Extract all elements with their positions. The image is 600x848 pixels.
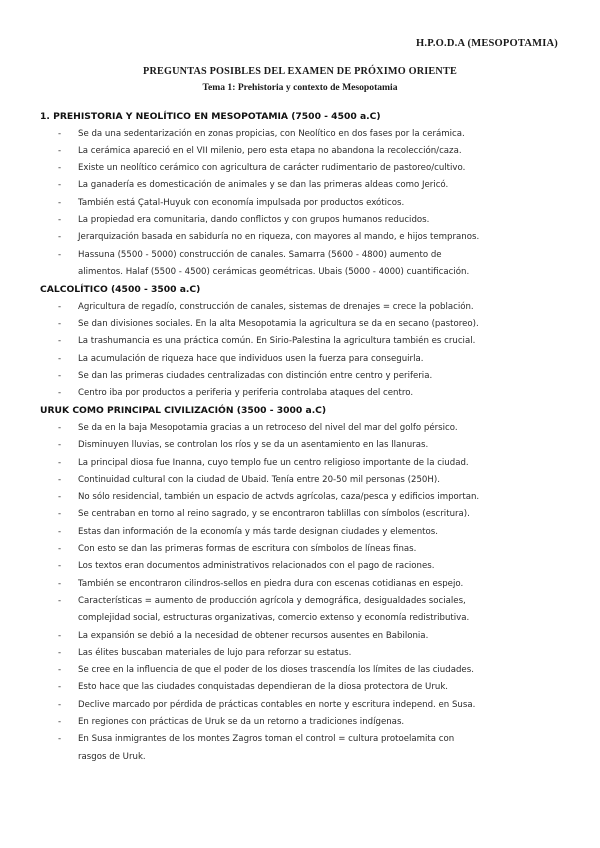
list-item: - En Susa inmigrantes de los montes Zagros toman el control = cultura protoelamita con rasgos de Uruk. — [40, 731, 560, 766]
list-item-text: La principal diosa fue Inanna, cuyo templo fue un centro religioso importante de la ciudad. — [78, 457, 469, 468]
list-item-text: La ganadería es domesticación de animales y se dan las primeras aldeas como Jericó. — [78, 180, 449, 191]
list-item-text: Se da en la baja Mesopotamia gracias a un retroceso del nivel del mar del golfo pérsico. — [78, 422, 458, 433]
list-item: - Las élites buscaban materiales de lujo para reforzar su estatus. — [40, 645, 560, 662]
list-item: - Se dan divisiones sociales. En la alta Mesopotamia la agricultura se da en secano (pastoreo). — [40, 316, 560, 333]
list-item-text: Con esto se dan las primeras formas de escritura con símbolos de líneas finas. — [78, 544, 417, 555]
section-heading: 1. PREHISTORIA Y NEOLÍTICO EN MESOPOTAMIA (7500 - 4500 a.C) — [40, 111, 381, 122]
document-title: PREGUNTAS POSIBLES DEL EXAMEN DE PRÓXIMO ORIENTE — [143, 66, 457, 77]
list-item: - Con esto se dan las primeras formas de escritura con símbolos de líneas finas. — [40, 541, 560, 558]
list-item: - Se centraban en torno al reino sagrado, y se encontraron tablillas con símbolos (escritura). — [40, 506, 560, 523]
list-item: - Continuidad cultural con la ciudad de Ubaid. Tenía entre 20-50 mil personas (250H). — [40, 472, 560, 489]
list-item-text: Existe un neolítico cerámico con agricultura de carácter rudimentario de pastoreo/cultivo. — [78, 163, 466, 174]
list-item-text: Jerarquización basada en sabiduría no en riqueza, con mayores al mando, e hijos tempranos. — [78, 232, 480, 243]
list-item-text: En Susa inmigrantes de los montes Zagros toman el control = cultura protoelamita con — [78, 734, 455, 745]
section-list — [40, 420, 560, 766]
list-item: - Esto hace que las ciudades conquistadas dependieran de la diosa protectora de Uruk. — [40, 679, 560, 696]
list-item-text: La acumulación de riqueza hace que individuos usen la fuerza para conseguirla. — [78, 353, 424, 364]
list-item-text: La cerámica apareció en el VII milenio, pero esta etapa no abandona la recolección/caza. — [78, 145, 462, 156]
list-item: - Hassuna (5500 - 5000) construcción de canales. Samarra (5600 - 4800) aumento de alimentos. Halaf (5500 - 4500) cerámicas geométricas. Ubais (5000 - 4000) cuantificación. — [40, 247, 560, 282]
list-item-text: Hassuna (5500 - 5000) construcción de canales. Samarra (5600 - 4800) aumento de — [78, 249, 442, 260]
list-item: - También se encontraron cilindros-sellos en piedra dura con escenas cotidianas en espejo. — [40, 576, 560, 593]
list-item-text: Se dan las primeras ciudades centralizadas con distinción entre centro y periferia. — [78, 370, 433, 381]
list-item-text: No sólo residencial, también un espacio de actvds agrícolas, caza/pesca y edificios importan. — [78, 492, 480, 503]
list-item-text: También está Çatal-Huyuk con economía impulsada por productos exóticos. — [78, 197, 405, 208]
document-header: H.P.O.D.A (MESOPOTAMIA) — [416, 38, 558, 49]
list-item: - En regiones con prácticas de Uruk se da un retorno a tradiciones indígenas. — [40, 714, 560, 731]
list-item-text: Estas dan información de la economía y más tarde designan ciudades y elementos. — [78, 526, 438, 537]
section-heading: URUK COMO PRINCIPAL CIVILIZACIÓN (3500 - 3000 a.C) — [40, 405, 327, 417]
list-item-text: Continuidad cultural con la ciudad de Ubaid. Tenía entre 20-50 mil personas (250H). — [78, 474, 440, 485]
section-heading: CALCOLÍTICO (4500 - 3500 a.C) — [40, 284, 201, 296]
list-item: - La cerámica apareció en el VII milenio, pero esta etapa no abandona la recolección/caza. — [40, 143, 560, 160]
list-item-text: Esto hace que las ciudades conquistadas dependieran de la diosa protectora de Uruk. — [78, 682, 449, 693]
document-body — [40, 108, 560, 766]
list-item-text: Características = aumento de producción agrícola y demográfica, desigualdades sociales, — [78, 595, 466, 606]
list-item: - Existe un neolítico cerámico con agricultura de carácter rudimentario de pastoreo/cultivo. — [40, 160, 560, 177]
section-list — [40, 299, 560, 403]
document-subtitle: Tema 1: Prehistoria y contexto de Mesopotamia — [202, 82, 398, 93]
list-item: - Se cree en la influencia de que el poder de los dioses trascendía los límites de las ciudades. — [40, 662, 560, 679]
list-item: - No sólo residencial, también un espacio de actvds agrícolas, caza/pesca y edificios importan. — [40, 489, 560, 506]
list-item-text: Los textos eran documentos administrativos relacionados con el pago de raciones. — [78, 561, 435, 572]
list-item-text: Agricultura de regadío, construcción de canales, sistemas de drenajes = crece la población. — [78, 301, 474, 312]
list-item: - Se dan las primeras ciudades centralizadas con distinción entre centro y periferia. — [40, 368, 560, 385]
list-item: - Jerarquización basada en sabiduría no en riqueza, con mayores al mando, e hijos tempranos. — [40, 229, 560, 246]
list-item: - La trashumancia es una práctica común. En Sirio-Palestina la agricultura también es crucial. — [40, 333, 560, 350]
list-item-text: La propiedad era comunitaria, dando conflictos y con grupos humanos reducidos. — [78, 214, 430, 225]
list-item-text: alimentos. Halaf (5500 - 4500) cerámicas geométricas. Ubais (5000 - 4000) cuantificación. — [78, 266, 470, 277]
list-item: - Se da una sedentarización en zonas propicias, con Neolítico en dos fases por la cerámica. — [40, 126, 560, 143]
list-item-text: La expansión se debió a la necesidad de obtener recursos ausentes en Babilonia. — [78, 630, 429, 641]
list-item-text: Se da una sedentarización en zonas propicias, con Neolítico en dos fases por la cerámica. — [78, 128, 465, 139]
list-item: - Se da en la baja Mesopotamia gracias a un retroceso del nivel del mar del golfo pérsico. — [40, 420, 560, 437]
list-item-text: Declive marcado por pérdida de prácticas contables en norte y escritura independ. en Susa. — [78, 699, 476, 710]
list-item-text: Disminuyen lluvias, se controlan los ríos y se da un asentamiento en las llanuras. — [78, 440, 429, 451]
list-item-text: La trashumancia es una práctica común. En Sirio-Palestina la agricultura también es crucial. — [78, 336, 476, 347]
list-item: - La expansión se debió a la necesidad de obtener recursos ausentes en Babilonia. — [40, 628, 560, 645]
list-item: - Declive marcado por pérdida de prácticas contables en norte y escritura independ. en Susa. — [40, 697, 560, 714]
list-item: - Estas dan información de la economía y más tarde designan ciudades y elementos. — [40, 524, 560, 541]
list-item-text: También se encontraron cilindros-sellos en piedra dura con escenas cotidianas en espejo. — [78, 578, 464, 589]
list-item: - Los textos eran documentos administrativos relacionados con el pago de raciones. — [40, 558, 560, 575]
list-item: - La propiedad era comunitaria, dando conflictos y con grupos humanos reducidos. — [40, 212, 560, 229]
section-list — [40, 126, 560, 282]
list-item-text: rasgos de Uruk. — [78, 751, 146, 762]
list-item: - Disminuyen lluvias, se controlan los ríos y se da un asentamiento en las llanuras. — [40, 437, 560, 454]
list-item: - La ganadería es domesticación de animales y se dan las primeras aldeas como Jericó. — [40, 177, 560, 194]
list-item: - Centro iba por productos a periferia y periferia controlaba ataques del centro. — [40, 385, 560, 402]
list-item-text: Las élites buscaban materiales de lujo para reforzar su estatus. — [78, 647, 352, 658]
list-item: - También está Çatal-Huyuk con economía impulsada por productos exóticos. — [40, 195, 560, 212]
list-item-text: En regiones con prácticas de Uruk se da un retorno a tradiciones indígenas. — [78, 717, 405, 727]
list-item-text: Se centraban en torno al reino sagrado, y se encontraron tablillas con símbolos (escritura). — [78, 509, 470, 520]
list-item-text: Se dan divisiones sociales. En la alta Mesopotamia la agricultura se da en secano (pastoreo). — [78, 318, 479, 329]
list-item: - Características = aumento de producción agrícola y demográfica, desigualdades sociales, complejidad social, estructuras organizativas, comercio extenso y economía redistributiva. — [40, 593, 560, 628]
list-item-text: Se cree en la influencia de que el poder de los dioses trascendía los límites de las ciudades. — [78, 665, 474, 676]
list-item: - Agricultura de regadío, construcción de canales, sistemas de drenajes = crece la población. — [40, 299, 560, 316]
list-item-text: Centro iba por productos a periferia y periferia controlaba ataques del centro. — [78, 388, 414, 399]
list-item-text: complejidad social, estructuras organizativas, comercio extenso y economía redistributiva. — [78, 613, 470, 624]
list-item: - La acumulación de riqueza hace que individuos usen la fuerza para conseguirla. — [40, 351, 560, 368]
list-item: - La principal diosa fue Inanna, cuyo templo fue un centro religioso importante de la ciudad. — [40, 455, 560, 472]
